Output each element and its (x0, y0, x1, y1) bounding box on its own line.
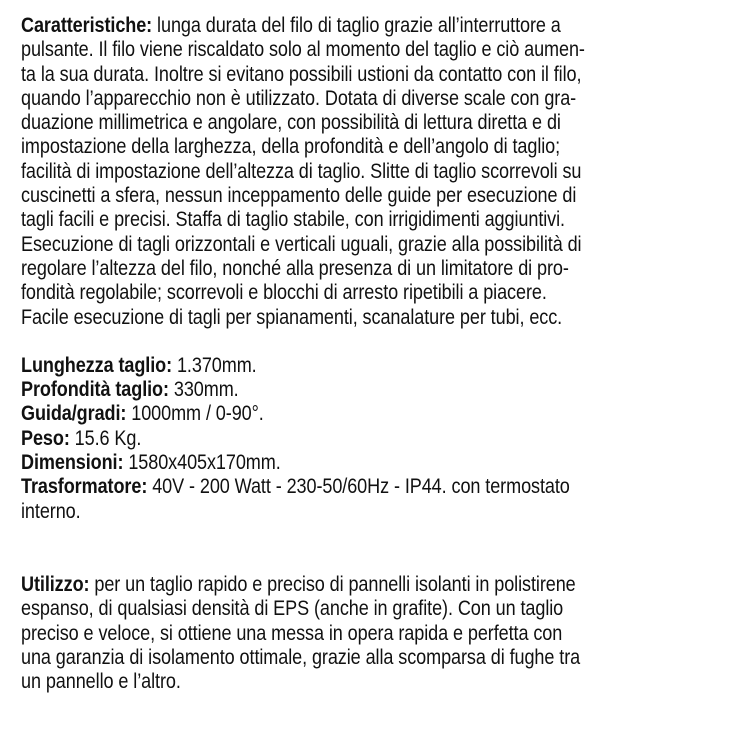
spec-transformer (21, 475, 623, 499)
features-line-11: regolare l’altezza del filo, nonché alla presenza di un limitatore di pro- (21, 256, 569, 280)
features-line-5: duazione millimetrica e angolare, con possibilità di lettura diretta e di (21, 111, 561, 135)
spec-value: 15.6 Kg. (69, 426, 142, 450)
spec-value: 1000mm / 0-90°. (126, 402, 264, 426)
features-section (21, 14, 721, 330)
features-line-1 (21, 14, 623, 38)
spec-transformer-continuation: interno. (21, 499, 81, 523)
features-line-13: Facile esecuzione di tagli per spianamenti, scanalature per tubi, ecc. (21, 305, 563, 329)
section-spacer (21, 549, 721, 573)
spec-dimensions (21, 451, 623, 475)
usage-line-1 (21, 573, 623, 597)
spec-label: Guida/gradi: (21, 402, 127, 426)
spec-value: 40V - 200 Watt - 230-50/60Hz - IP44. con termostato (147, 475, 570, 499)
features-line-12: fondità regolabile; scorrevoli e blocchi di arresto ripetibili a piacere. (21, 281, 547, 305)
spec-label: Dimensioni: (21, 451, 124, 475)
spec-label: Lunghezza taglio: (21, 353, 173, 377)
features-line-3: ta la sua durata. Inoltre si evitano possibili ustioni da contatto con il filo, (21, 62, 582, 86)
features-line-10: Esecuzione di tagli orizzontali e verticali uguali, grazie alla possibilità di (21, 232, 582, 256)
usage-label: Utilizzo: (21, 572, 90, 596)
spec-value: 1580x405x170mm. (123, 451, 281, 475)
usage-line-3: preciso e veloce, si ottiene una messa in opera rapida e perfetta con (21, 621, 563, 645)
features-line-9: tagli facili e precisi. Staffa di taglio stabile, con irrigidimenti aggiuntivi. (21, 208, 565, 232)
usage-line-2: espanso, di qualsiasi densità di EPS (anche in grafite). Con un taglio (21, 597, 564, 621)
spec-label: Peso: (21, 426, 70, 450)
usage-line-5: un pannello e l’altro. (21, 670, 181, 694)
spec-value: 1.370mm. (172, 353, 257, 377)
features-line-8: cuscinetti a sfera, nessun inceppamento delle guide per esecuzione di (21, 184, 577, 208)
section-spacer (21, 330, 721, 354)
spec-cut-length (21, 354, 623, 378)
usage-section (21, 573, 721, 694)
section-spacer (21, 524, 721, 549)
spec-weight (21, 427, 623, 451)
features-text: lunga durata del filo di taglio grazie all’interruttore a (152, 14, 561, 37)
spec-cut-depth (21, 378, 623, 402)
features-line-2: pulsante. Il filo viene riscaldato solo al momento del taglio e ciò aumen- (21, 38, 585, 62)
spec-label: Profondità taglio: (21, 378, 169, 402)
features-line-7: facilità di impostazione dell’altezza di taglio. Slitte di taglio scorrevoli su (21, 159, 582, 183)
features-line-4: quando l’apparecchio non è utilizzato. Dotata di diverse scale con gra- (21, 86, 577, 110)
spec-value: 330mm. (168, 378, 239, 402)
features-line-6: impostazione della larghezza, della profondità e dell’angolo di taglio; (21, 135, 561, 159)
spec-label: Trasformatore: (21, 475, 148, 499)
product-description-document (21, 14, 721, 694)
usage-text: per un taglio rapido e preciso di pannelli isolanti in polistirene (89, 572, 576, 596)
spec-guide-degrees (21, 402, 623, 426)
usage-line-4: una garanzia di isolamento ottimale, grazie alla scomparsa di fughe tra (21, 645, 581, 669)
specs-section (21, 354, 721, 524)
features-label: Caratteristiche: (21, 14, 153, 37)
